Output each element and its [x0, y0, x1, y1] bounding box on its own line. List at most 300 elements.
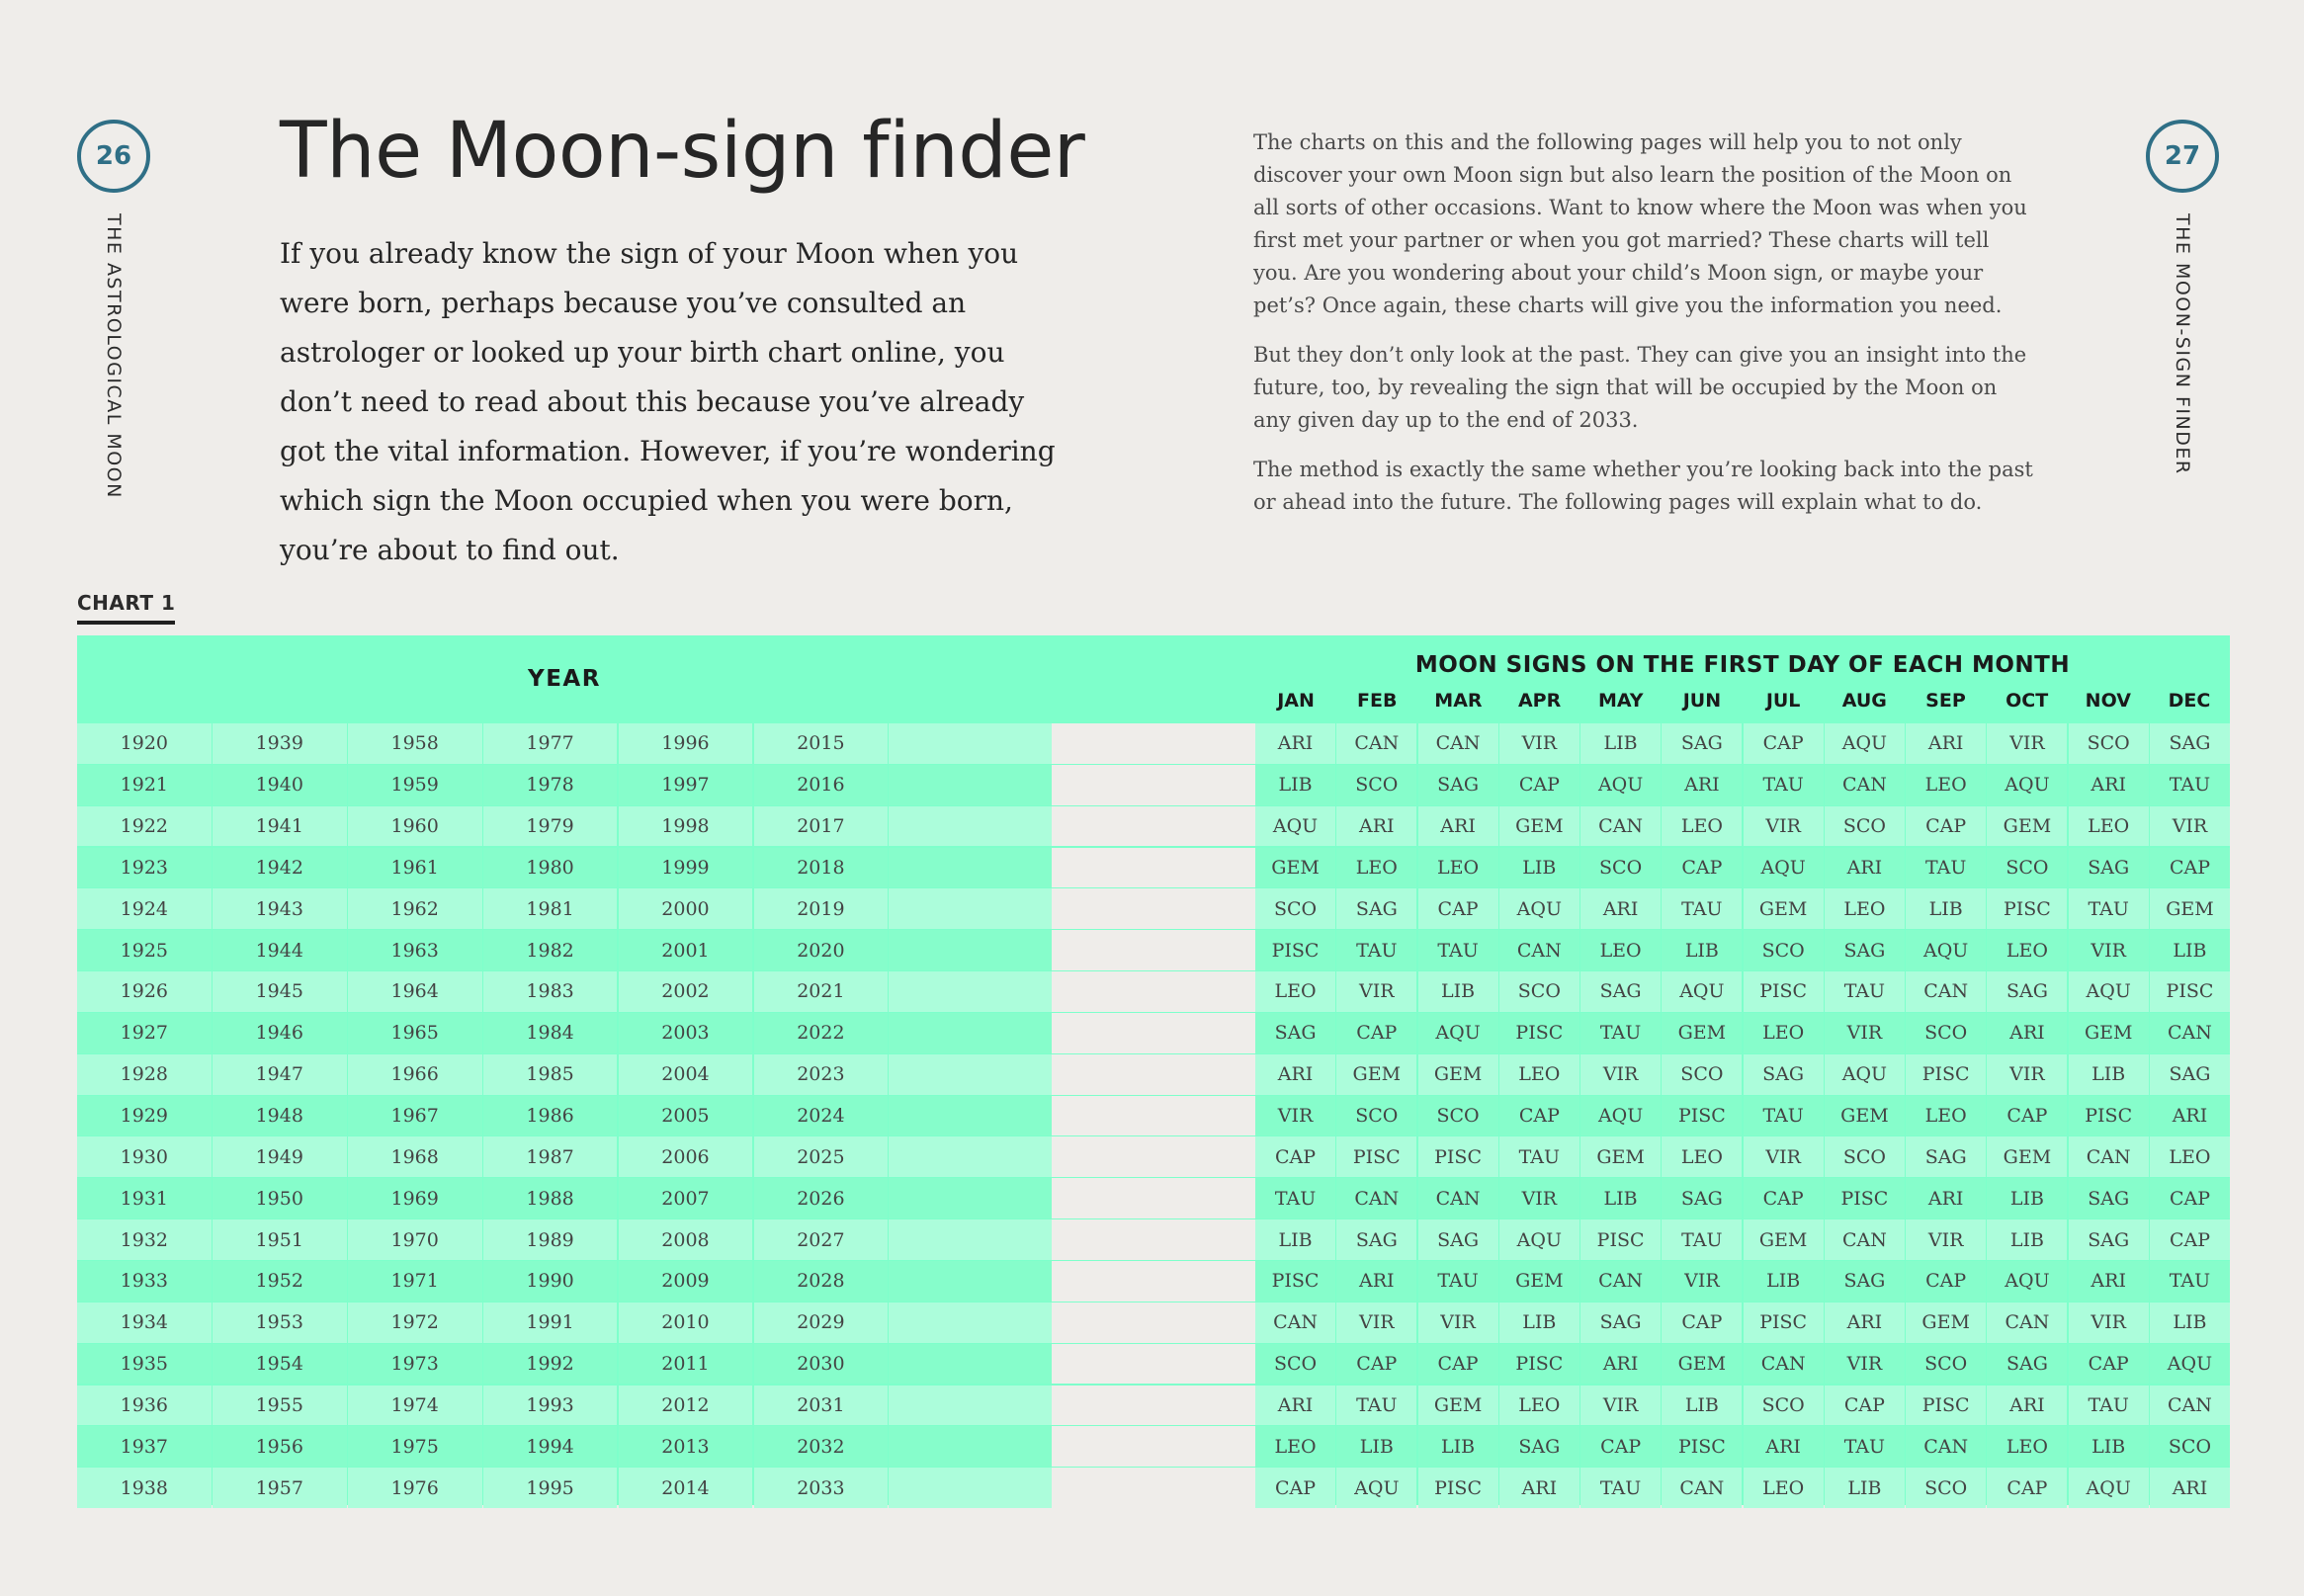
year-cell: 1925 [77, 930, 212, 970]
year-blank-cell [889, 1302, 1052, 1343]
column-gap [1052, 930, 1255, 970]
year-cell: 1927 [77, 1013, 212, 1053]
sign-cell: LIB [1499, 848, 1579, 888]
sign-cell: SAG [1580, 1302, 1661, 1343]
year-cell: 1928 [77, 1054, 212, 1095]
sign-cell: SCO [1906, 1344, 1986, 1385]
year-cell: 1988 [483, 1178, 618, 1218]
table-row [77, 1178, 2230, 1218]
sign-cell: LEO [2069, 806, 2149, 847]
year-blank-cell [889, 806, 1052, 847]
sign-cell: AQU [1580, 1096, 1661, 1136]
sign-cell: GEM [1336, 1054, 1416, 1095]
sign-cell: LEO [1255, 971, 1335, 1012]
table-row [77, 723, 2230, 764]
sign-cell: ARI [2150, 1096, 2230, 1136]
year-cell: 2025 [754, 1136, 889, 1177]
year-cell: 1969 [348, 1178, 482, 1218]
year-cell: 1956 [213, 1426, 347, 1467]
year-cell: 1957 [213, 1468, 347, 1508]
sign-cell: LEO [1987, 1426, 2067, 1467]
running-head-right: THE MOON-SIGN FINDER [2172, 213, 2193, 475]
year-cell: 1964 [348, 971, 482, 1012]
year-cell: 1973 [348, 1344, 482, 1385]
sign-cell: LIB [1987, 1219, 2067, 1260]
year-cell: 1959 [348, 765, 482, 805]
sign-cell: AQU [1580, 765, 1661, 805]
table-row [77, 1344, 2230, 1385]
sign-cell: LIB [1499, 1302, 1579, 1343]
year-cell: 1953 [213, 1302, 347, 1343]
sign-cell: TAU [1336, 1386, 1416, 1426]
column-gap [1052, 1178, 1255, 1218]
year-cell: 2015 [754, 723, 889, 764]
sign-cell: CAP [1744, 723, 1824, 764]
sign-cell: AQU [1906, 930, 1986, 970]
year-cell: 2031 [754, 1386, 889, 1426]
sign-cell: CAP [1499, 1096, 1579, 1136]
year-cell: 1950 [213, 1178, 347, 1218]
year-cell: 1958 [348, 723, 482, 764]
sign-cell: SCO [1825, 806, 1905, 847]
sign-cell: CAP [1336, 1344, 1416, 1385]
sign-cell: ARI [2069, 1261, 2149, 1302]
sign-cell: AQU [2150, 1344, 2230, 1385]
sign-cell: LIB [1825, 1468, 1905, 1508]
year-cell: 1939 [213, 723, 347, 764]
sign-cell: SAG [2069, 1219, 2149, 1260]
sign-cell: ARI [1987, 1013, 2067, 1053]
sign-cell: VIR [1499, 723, 1579, 764]
year-blank-cell [889, 1386, 1052, 1426]
sign-cell: TAU [1418, 1261, 1498, 1302]
sign-cell: SAG [1662, 723, 1742, 764]
sign-cell: AQU [2069, 1468, 2149, 1508]
sign-cell: SAG [2150, 723, 2230, 764]
sign-cell: PISC [1744, 971, 1824, 1012]
year-cell: 1971 [348, 1261, 482, 1302]
sign-cell: CAN [2150, 1013, 2230, 1053]
year-cell: 1996 [619, 723, 753, 764]
year-cell: 1976 [348, 1468, 482, 1508]
sign-cell: TAU [1336, 930, 1416, 970]
year-blank-cell [889, 971, 1052, 1012]
year-cell: 1941 [213, 806, 347, 847]
chart-label: CHART 1 [77, 591, 175, 625]
column-gap [1052, 1344, 1255, 1385]
column-gap [1052, 848, 1255, 888]
sign-cell: GEM [1499, 1261, 1579, 1302]
year-cell: 1922 [77, 806, 212, 847]
sign-cell: CAN [1580, 1261, 1661, 1302]
sign-cell: SAG [1418, 1219, 1498, 1260]
column-gap [1052, 1136, 1255, 1177]
year-cell: 1982 [483, 930, 618, 970]
year-cell: 2011 [619, 1344, 753, 1385]
sign-cell: SCO [1499, 971, 1579, 1012]
column-gap [1052, 1261, 1255, 1302]
sign-cell: VIR [1580, 1386, 1661, 1426]
sign-cell: ARI [1336, 1261, 1416, 1302]
year-cell: 1992 [483, 1344, 618, 1385]
sign-cell: SAG [1987, 1344, 2067, 1385]
sign-cell: LEO [1744, 1013, 1824, 1053]
sign-cell: SCO [2069, 723, 2149, 764]
sign-cell: GEM [1906, 1302, 1986, 1343]
sign-cell: PISC [1825, 1178, 1905, 1218]
year-cell: 2002 [619, 971, 753, 1012]
sign-cell: TAU [1825, 1426, 1905, 1467]
year-cell: 1961 [348, 848, 482, 888]
year-cell: 1999 [619, 848, 753, 888]
sign-cell: SAG [1255, 1013, 1335, 1053]
sign-cell: SCO [1744, 1386, 1824, 1426]
year-cell: 1920 [77, 723, 212, 764]
sign-cell: VIR [2069, 930, 2149, 970]
sign-cell: SCO [1336, 765, 1416, 805]
year-cell: 1997 [619, 765, 753, 805]
sign-cell: AQU [1336, 1468, 1416, 1508]
sign-cell: TAU [1662, 888, 1742, 929]
table-row [77, 1054, 2230, 1095]
sign-cell: CAP [1987, 1096, 2067, 1136]
sign-cell: VIR [1499, 1178, 1579, 1218]
sign-cell: AQU [1499, 888, 1579, 929]
sign-cell: LEO [1744, 1468, 1824, 1508]
year-cell: 1963 [348, 930, 482, 970]
sign-cell: TAU [2069, 1386, 2149, 1426]
year-blank-cell [889, 1219, 1052, 1260]
year-cell: 2001 [619, 930, 753, 970]
sign-cell: GEM [1418, 1054, 1498, 1095]
year-cell: 1943 [213, 888, 347, 929]
year-blank-cell [889, 1426, 1052, 1467]
sign-cell: CAP [1418, 888, 1498, 929]
sign-cell: CAN [1987, 1302, 2067, 1343]
sign-cell: AQU [1825, 723, 1905, 764]
column-gap [1052, 765, 1255, 805]
sign-cell: VIR [1336, 1302, 1416, 1343]
month-header-cell: OCT [2005, 690, 2049, 712]
year-cell: 2032 [754, 1426, 889, 1467]
table-row [77, 1219, 2230, 1260]
year-cell: 2020 [754, 930, 889, 970]
sign-cell: PISC [1906, 1054, 1986, 1095]
sign-cell: VIR [1987, 723, 2067, 764]
year-cell: 1991 [483, 1302, 618, 1343]
sign-cell: VIR [1825, 1013, 1905, 1053]
sign-cell: CAP [1336, 1013, 1416, 1053]
sign-cell: GEM [1744, 1219, 1824, 1260]
month-header-cell: DEC [2168, 690, 2211, 712]
sign-cell: PISC [1987, 888, 2067, 929]
table-row [77, 888, 2230, 929]
year-cell: 1921 [77, 765, 212, 805]
sign-cell: GEM [1987, 1136, 2067, 1177]
year-cell: 1937 [77, 1426, 212, 1467]
sign-cell: TAU [1906, 848, 1986, 888]
moon-signs-header: MOON SIGNS ON THE FIRST DAY OF EACH MONTH [1414, 652, 2071, 678]
year-blank-cell [889, 1096, 1052, 1136]
sign-cell: ARI [1825, 848, 1905, 888]
sign-cell: TAU [1744, 1096, 1824, 1136]
month-header-cell: FEB [1357, 690, 1398, 712]
sign-cell: VIR [1744, 1136, 1824, 1177]
sign-cell: PISC [1744, 1302, 1824, 1343]
year-cell: 2029 [754, 1302, 889, 1343]
sign-cell: AQU [1255, 806, 1335, 847]
sign-cell: TAU [2150, 1261, 2230, 1302]
year-cell: 2014 [619, 1468, 753, 1508]
table-row [77, 1096, 2230, 1136]
month-header-cell: NOV [2085, 690, 2131, 712]
sign-cell: VIR [2150, 806, 2230, 847]
sign-cell: CAN [1336, 1178, 1416, 1218]
sign-cell: LEO [1906, 1096, 1986, 1136]
sign-cell: SCO [2150, 1426, 2230, 1467]
sign-cell: LEO [1499, 1386, 1579, 1426]
sign-cell: ARI [1987, 1386, 2067, 1426]
column-gap [1052, 806, 1255, 847]
sign-cell: PISC [1662, 1096, 1742, 1136]
year-cell: 1960 [348, 806, 482, 847]
year-cell: 2000 [619, 888, 753, 929]
table-row [77, 765, 2230, 805]
sign-cell: ARI [2150, 1468, 2230, 1508]
year-cell: 1942 [213, 848, 347, 888]
year-blank-cell [889, 848, 1052, 888]
year-cell: 1970 [348, 1219, 482, 1260]
running-head-left: THE ASTROLOGICAL MOON [103, 213, 125, 499]
sign-cell: AQU [1418, 1013, 1498, 1053]
year-cell: 1968 [348, 1136, 482, 1177]
right-paragraph: The charts on this and the following pages will help you to not only discover your own Moon sign but also learn the position of the Moon on all sorts of other occasions. Want to know where the Moon was when you first met your partner or when you got married? These charts will tell you. Are you wondering about your child’s Moon sign, or maybe your pet’s? Once again, these charts will give you the information you need. [1253, 130, 2027, 317]
sign-cell: SCO [1418, 1096, 1498, 1136]
month-header-cell: JAN [1277, 690, 1315, 712]
year-cell: 1998 [619, 806, 753, 847]
sign-cell: SCO [1255, 1344, 1335, 1385]
sign-cell: PISC [1499, 1013, 1579, 1053]
sign-cell: PISC [1418, 1468, 1498, 1508]
sign-cell: AQU [1987, 765, 2067, 805]
sign-cell: GEM [1987, 806, 2067, 847]
column-gap [1052, 971, 1255, 1012]
sign-cell: VIR [1662, 1261, 1742, 1302]
sign-cell: PISC [1336, 1136, 1416, 1177]
year-cell: 2024 [754, 1096, 889, 1136]
year-cell: 1946 [213, 1013, 347, 1053]
sign-cell: TAU [1580, 1468, 1661, 1508]
sign-cell: PISC [1499, 1344, 1579, 1385]
sign-cell: GEM [1744, 888, 1824, 929]
sign-cell: LIB [1662, 930, 1742, 970]
sign-cell: LIB [1580, 723, 1661, 764]
sign-cell: LEO [2150, 1136, 2230, 1177]
sign-cell: TAU [1580, 1013, 1661, 1053]
year-cell: 1930 [77, 1136, 212, 1177]
sign-cell: CAP [2150, 848, 2230, 888]
sign-cell: SAG [1499, 1426, 1579, 1467]
sign-cell: AQU [1825, 1054, 1905, 1095]
table-row [77, 1302, 2230, 1343]
column-gap [1052, 1013, 1255, 1053]
column-gap [1052, 888, 1255, 929]
year-cell: 2008 [619, 1219, 753, 1260]
sign-cell: ARI [2069, 765, 2149, 805]
sign-cell: SAG [2069, 848, 2149, 888]
table-row [77, 1386, 2230, 1426]
sign-cell: CAP [1906, 1261, 1986, 1302]
sign-cell: SCO [1987, 848, 2067, 888]
sign-cell: TAU [1499, 1136, 1579, 1177]
sign-cell: LEO [1662, 1136, 1742, 1177]
sign-cell: CAP [1825, 1386, 1905, 1426]
year-cell: 1947 [213, 1054, 347, 1095]
year-cell: 2006 [619, 1136, 753, 1177]
sign-cell: LIB [1906, 888, 1986, 929]
sign-cell: VIR [1255, 1096, 1335, 1136]
year-cell: 1924 [77, 888, 212, 929]
sign-cell: CAN [1336, 723, 1416, 764]
sign-cell: CAN [1744, 1344, 1824, 1385]
sign-cell: SCO [1662, 1054, 1742, 1095]
page-number-left: 26 [77, 120, 150, 193]
sign-cell: TAU [1744, 765, 1824, 805]
column-gap [1052, 723, 1255, 764]
sign-cell: CAP [1662, 848, 1742, 888]
year-cell: 2016 [754, 765, 889, 805]
sign-cell: ARI [1499, 1468, 1579, 1508]
sign-cell: SAG [1906, 1136, 1986, 1177]
year-cell: 1951 [213, 1219, 347, 1260]
year-cell: 1935 [77, 1344, 212, 1385]
year-blank-cell [889, 1013, 1052, 1053]
sign-cell: ARI [1255, 1054, 1335, 1095]
sign-cell: CAN [1825, 765, 1905, 805]
year-cell: 1984 [483, 1013, 618, 1053]
sign-cell: GEM [2069, 1013, 2149, 1053]
sign-cell: ARI [1336, 806, 1416, 847]
sign-cell: CAN [1418, 1178, 1498, 1218]
year-cell: 2019 [754, 888, 889, 929]
sign-cell: TAU [2069, 888, 2149, 929]
sign-cell: GEM [2150, 888, 2230, 929]
sign-cell: LEO [1662, 806, 1742, 847]
sign-cell: AQU [1744, 848, 1824, 888]
sign-cell: LIB [2150, 930, 2230, 970]
sign-cell: VIR [1336, 971, 1416, 1012]
right-paragraph: The method is exactly the same whether you’re looking back into the past or ahead into the future. The following pages will explain what to do. [1253, 458, 2033, 514]
sign-cell: SAG [1336, 888, 1416, 929]
sign-cell: GEM [1418, 1386, 1498, 1426]
year-cell: 2004 [619, 1054, 753, 1095]
table-row [77, 971, 2230, 1012]
sign-cell: SAG [1987, 971, 2067, 1012]
sign-cell: PISC [1418, 1136, 1498, 1177]
sign-cell: SCO [1906, 1468, 1986, 1508]
year-cell: 2018 [754, 848, 889, 888]
sign-cell: SCO [1906, 1013, 1986, 1053]
sign-cell: LIB [1255, 1219, 1335, 1260]
year-blank-cell [889, 1468, 1052, 1508]
month-header-cell: JUL [1765, 690, 1801, 712]
column-gap [1052, 1386, 1255, 1426]
sign-cell: CAP [2150, 1219, 2230, 1260]
sign-cell: CAN [1825, 1219, 1905, 1260]
chart-rows [77, 723, 2230, 1509]
sign-cell: ARI [1662, 765, 1742, 805]
sign-cell: SAG [2150, 1054, 2230, 1095]
sign-cell: AQU [1662, 971, 1742, 1012]
sign-cell: LIB [2069, 1054, 2149, 1095]
year-cell: 1989 [483, 1219, 618, 1260]
sign-cell: TAU [1255, 1178, 1335, 1218]
table-row [77, 1136, 2230, 1177]
year-cell: 2023 [754, 1054, 889, 1095]
sign-cell: GEM [1662, 1013, 1742, 1053]
year-cell: 1981 [483, 888, 618, 929]
sign-cell: LIB [1662, 1386, 1742, 1426]
year-cell: 1931 [77, 1178, 212, 1218]
year-cell: 1944 [213, 930, 347, 970]
year-cell: 2027 [754, 1219, 889, 1260]
sign-cell: VIR [1744, 806, 1824, 847]
sign-cell: PISC [1255, 930, 1335, 970]
sign-cell: ARI [1255, 1386, 1335, 1426]
year-cell: 1955 [213, 1386, 347, 1426]
sign-cell: VIR [1825, 1344, 1905, 1385]
sign-cell: AQU [1987, 1261, 2067, 1302]
sign-cell: TAU [1662, 1219, 1742, 1260]
column-gap [1052, 1426, 1255, 1467]
sign-cell: PISC [2150, 971, 2230, 1012]
year-cell: 2017 [754, 806, 889, 847]
sign-cell: TAU [1418, 930, 1498, 970]
sign-cell: LEO [1418, 848, 1498, 888]
year-cell: 2003 [619, 1013, 753, 1053]
sign-cell: VIR [1906, 1219, 1986, 1260]
year-cell: 2013 [619, 1426, 753, 1467]
table-row [77, 1261, 2230, 1302]
sign-cell: CAP [1255, 1136, 1335, 1177]
year-cell: 2028 [754, 1261, 889, 1302]
sign-cell: CAN [1906, 1426, 1986, 1467]
table-row [77, 930, 2230, 970]
year-cell: 1967 [348, 1096, 482, 1136]
year-blank-cell [889, 1136, 1052, 1177]
year-cell: 1986 [483, 1096, 618, 1136]
year-cell: 1979 [483, 806, 618, 847]
sign-cell: CAP [1662, 1302, 1742, 1343]
sign-cell: LIB [1418, 971, 1498, 1012]
sign-cell: SCO [1744, 930, 1824, 970]
sign-cell: CAP [1906, 806, 1986, 847]
year-header: YEAR [528, 666, 601, 692]
sign-cell: CAN [1255, 1302, 1335, 1343]
sign-cell: CAP [1580, 1426, 1661, 1467]
year-blank-cell [889, 930, 1052, 970]
column-gap [1052, 1054, 1255, 1095]
sign-cell: LEO [1255, 1426, 1335, 1467]
sign-cell: LEO [1499, 1054, 1579, 1095]
year-cell: 2005 [619, 1096, 753, 1136]
month-header-cell: JUN [1682, 690, 1722, 712]
year-cell: 1923 [77, 848, 212, 888]
sign-cell: GEM [1825, 1096, 1905, 1136]
year-cell: 1932 [77, 1219, 212, 1260]
sign-cell: CAN [1662, 1468, 1742, 1508]
sign-cell: VIR [1418, 1302, 1498, 1343]
